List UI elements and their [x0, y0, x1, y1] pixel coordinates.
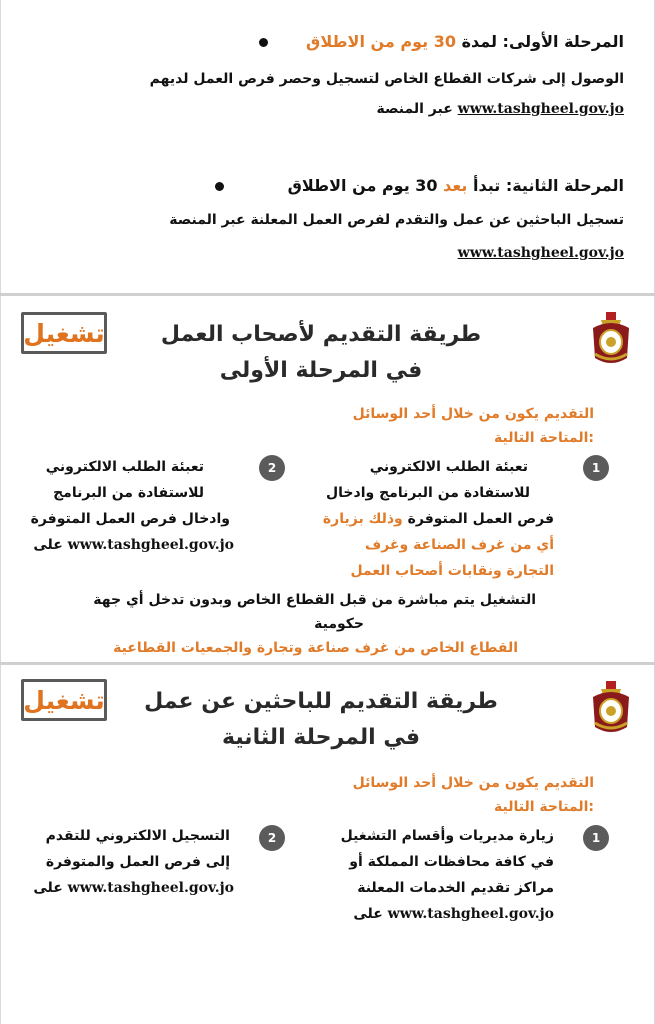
seekers-intro-line1: التقديم يكون من خلال أحد الوسائل — [352, 775, 594, 791]
seekers-item2-url[interactable]: www.tashgheel.gov.jo — [67, 880, 234, 896]
jordan-crest-icon — [589, 310, 633, 368]
phase1-url[interactable]: www.tashgheel.gov.jo — [457, 101, 624, 117]
phase2-bullet — [215, 182, 224, 191]
phases-panel — [0, 0, 655, 293]
employers-title-line1: طريقة التقديم لأصحاب العمل — [160, 322, 482, 347]
seekers-item1-line3: مراكز تقديم الخدمات المعلنة — [357, 880, 554, 896]
employers-item1-number: 1 — [583, 455, 609, 481]
seekers-item2-line3: www.tashgheel.gov.jo على — [33, 880, 234, 896]
seekers-title-line2: في المرحلة الثانية — [221, 725, 421, 750]
phase2-url[interactable]: www.tashgheel.gov.jo — [457, 245, 624, 261]
phase1-desc-line1: الوصول إلى شركات القطاع الخاص لتسجيل وحصر فرص العمل لديهم — [149, 71, 624, 87]
phase1-bullet — [259, 38, 268, 47]
seekers-item2-line2: إلى فرص العمل والمتوفرة — [45, 854, 230, 870]
employers-panel — [0, 296, 655, 662]
seekers-item1-url[interactable]: www.tashgheel.gov.jo — [387, 906, 554, 922]
phase2-desc-line2 — [458, 245, 624, 261]
employers-intro-line1: التقديم يكون من خلال أحد الوسائل — [352, 406, 594, 422]
employers-item2-url[interactable]: www.tashgheel.gov.jo — [67, 537, 234, 553]
employers-item1-line1: تعبئة الطلب الالكتروني — [369, 459, 528, 475]
tashgheel-logo: تشغيل — [21, 679, 107, 721]
seekers-item2-number: 2 — [259, 825, 285, 851]
seekers-item1-number: 1 — [583, 825, 609, 851]
employers-item1-line2: للاستفادة من البرنامج وادخال — [326, 485, 530, 501]
employers-item1-line3: فرص العمل المتوفرة وذلك بزيارة — [322, 511, 554, 527]
phase1-heading: المرحلة الأولى: لمدة 30 يوم من الاطلاق — [306, 32, 624, 51]
employers-item1-line5: التجارة ونقابات أصحاب العمل — [350, 563, 554, 579]
seekers-intro-line2: :المتاحة التالية — [494, 799, 594, 815]
employers-note-line1: التشغيل يتم مباشرة من قبل القطاع الخاص وبدون تدخل أي جهة — [93, 592, 536, 608]
jordan-crest-icon — [589, 679, 633, 737]
seekers-item2-line1: التسجيل الالكتروني للتقدم — [45, 828, 230, 844]
employers-item2-line4: www.tashgheel.gov.jo على — [33, 537, 234, 553]
seekers-item1-line2: في كافة محافظات المملكة أو — [349, 854, 554, 870]
employers-item2-line2: للاستفادة من البرنامج — [53, 485, 204, 501]
phase2-heading: المرحلة الثانية: تبدأ بعد 30 يوم من الاطلاق — [287, 176, 624, 195]
seekers-title-line1: طريقة التقديم للباحثين عن عمل — [144, 689, 498, 714]
employers-note-line2: حكومية — [314, 616, 364, 632]
employers-intro-line2: :المتاحة التالية — [494, 430, 594, 446]
employers-title-line2: في المرحلة الأولى — [219, 358, 423, 383]
employers-item2-number: 2 — [259, 455, 285, 481]
seekers-item1-line1: زيارة مديريات وأقسام التشغيل — [340, 828, 554, 844]
employers-item2-line3: وادخال فرص العمل المتوفرة — [30, 511, 230, 527]
seekers-item1-line4: www.tashgheel.gov.jo على — [353, 906, 554, 922]
employers-item2-line1: تعبئة الطلب الالكتروني — [45, 459, 204, 475]
employers-item1-line4: أي من غرف الصناعة وغرف — [364, 537, 554, 553]
tashgheel-logo: تشغيل — [21, 312, 107, 354]
seekers-panel — [0, 665, 655, 1024]
phase2-desc-line1: تسجيل الباحثين عن عمل والتقدم لفرص العمل المعلنة عبر المنصة — [169, 212, 624, 228]
employers-note-line3: القطاع الخاص من غرف صناعة وتجارة والجمعيات القطاعية — [113, 640, 518, 656]
phase1-desc-line2: www.tashgheel.gov.jo عبر المنصة — [376, 101, 624, 117]
